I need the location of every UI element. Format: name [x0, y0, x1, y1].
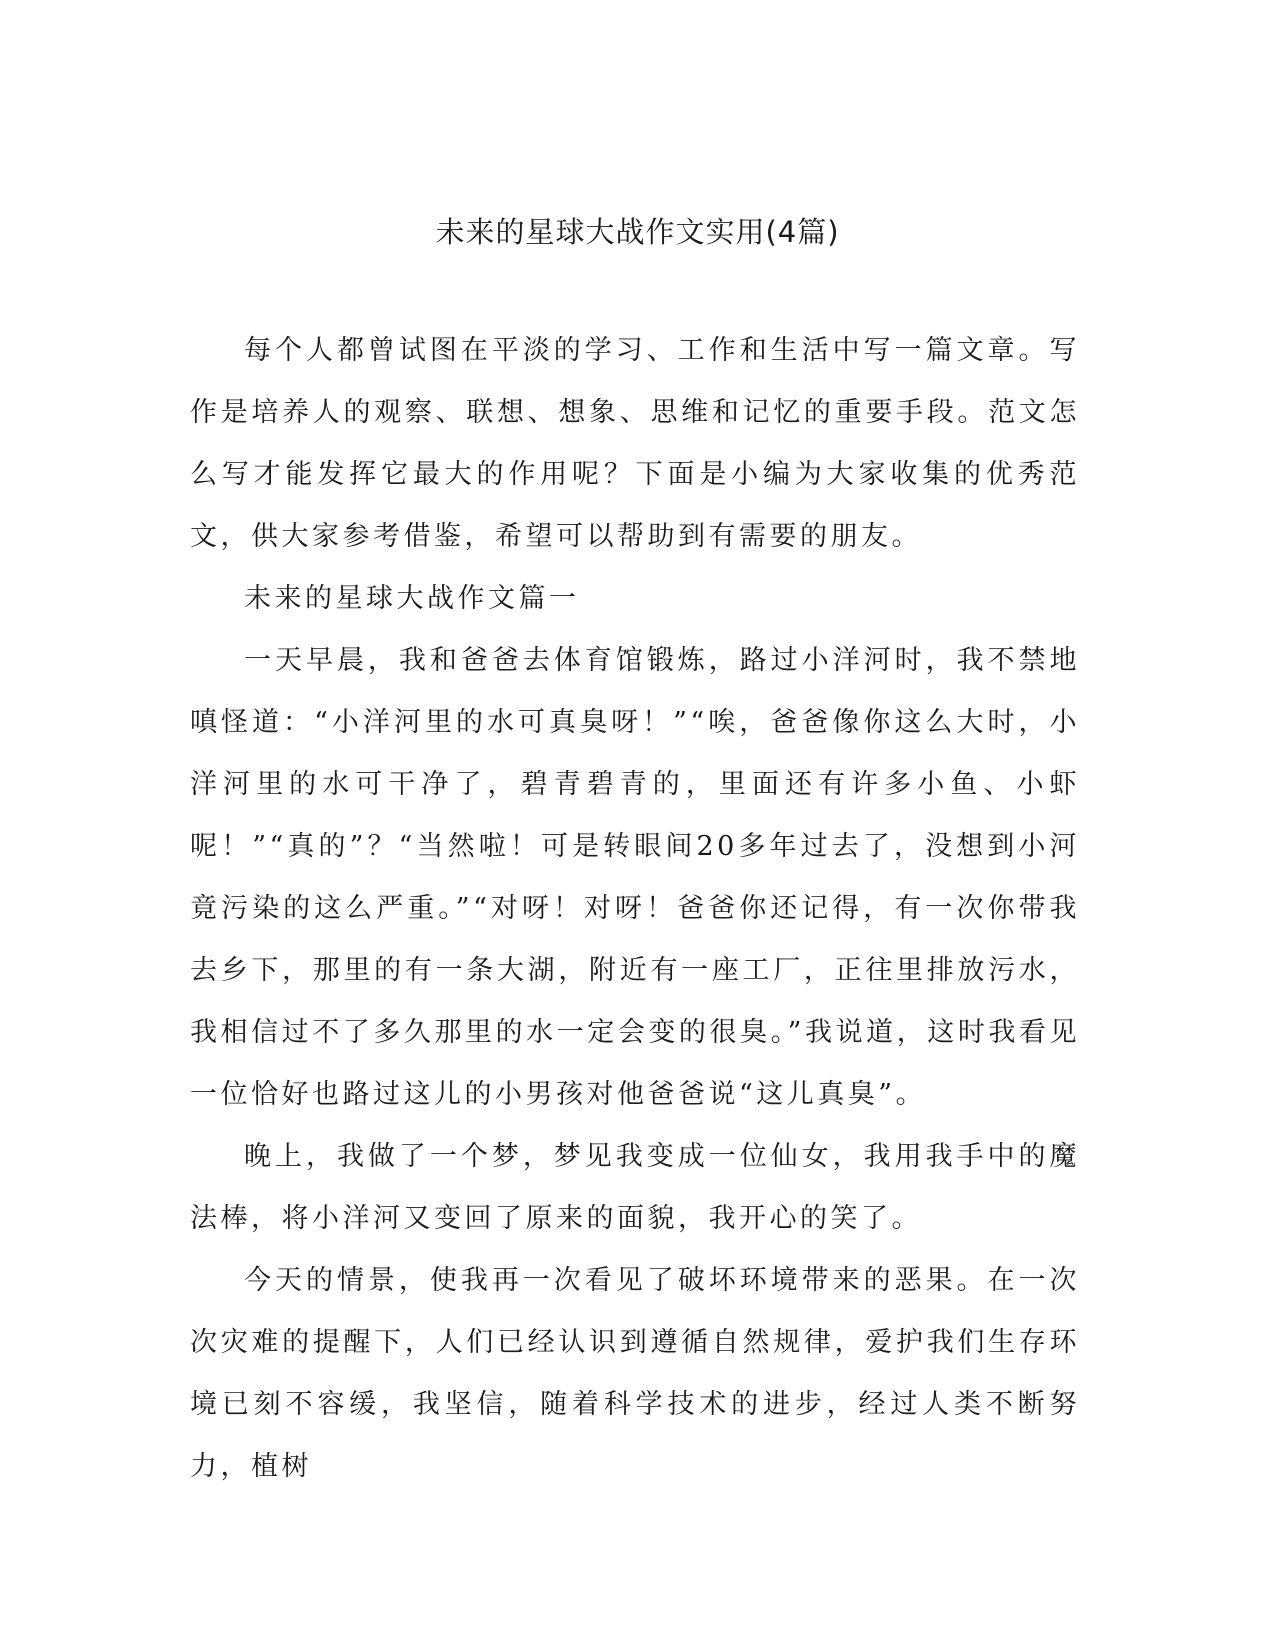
document-title: 未来的星球大战作文实用(4篇)	[435, 215, 840, 249]
intro-paragraph: 每个人都曾试图在平淡的学习、工作和生活中写一篇文章。写作是培养人的观察、联想、想象、思维和记忆的重要手段。范文怎么写才能发挥它最大的作用呢？下面是小编为大家收集的优秀范文，供大家参考借鉴，希望可以帮助到有需要的朋友。	[190, 335, 1080, 552]
section-heading: 未来的星球大战作文篇一	[244, 583, 580, 614]
document-body	[190, 320, 1080, 1498]
body-paragraph: 晚上，我做了一个梦，梦见我变成一位仙女，我用我手中的魔法棒，将小洋河又变回了原来的面貌，我开心的笑了。	[190, 1141, 1080, 1234]
body-paragraph: 今天的情景，使我再一次看见了破坏环境带来的恶果。在一次次灾难的提醒下，人们已经认识到遵循自然规律，爱护我们生存环境已刻不容缓，我坚信，随着科学技术的进步，经过人类不断努力，植树	[190, 1265, 1080, 1482]
body-paragraph: 一天早晨，我和爸爸去体育馆锻炼，路过小洋河时，我不禁地嗔怪道：“小洋河里的水可真臭呀！”“唉，爸爸像你这么大时，小洋河里的水可干净了，碧青碧青的，里面还有许多小鱼、小虾呢！”“真的”？“当然啦！可是转眼间20多年过去了，没想到小河竟污染的这么严重。”“对呀！对呀！爸爸你还记得，有一次你带我去乡下，那里的有一条大湖，附近有一座工厂，正往里排放污水，我相信过不了多久那里的水一定会变的很臭。”我说道，这时我看见一位恰好也路过这儿的小男孩对他爸爸说“这儿真臭”。	[190, 645, 1080, 1110]
